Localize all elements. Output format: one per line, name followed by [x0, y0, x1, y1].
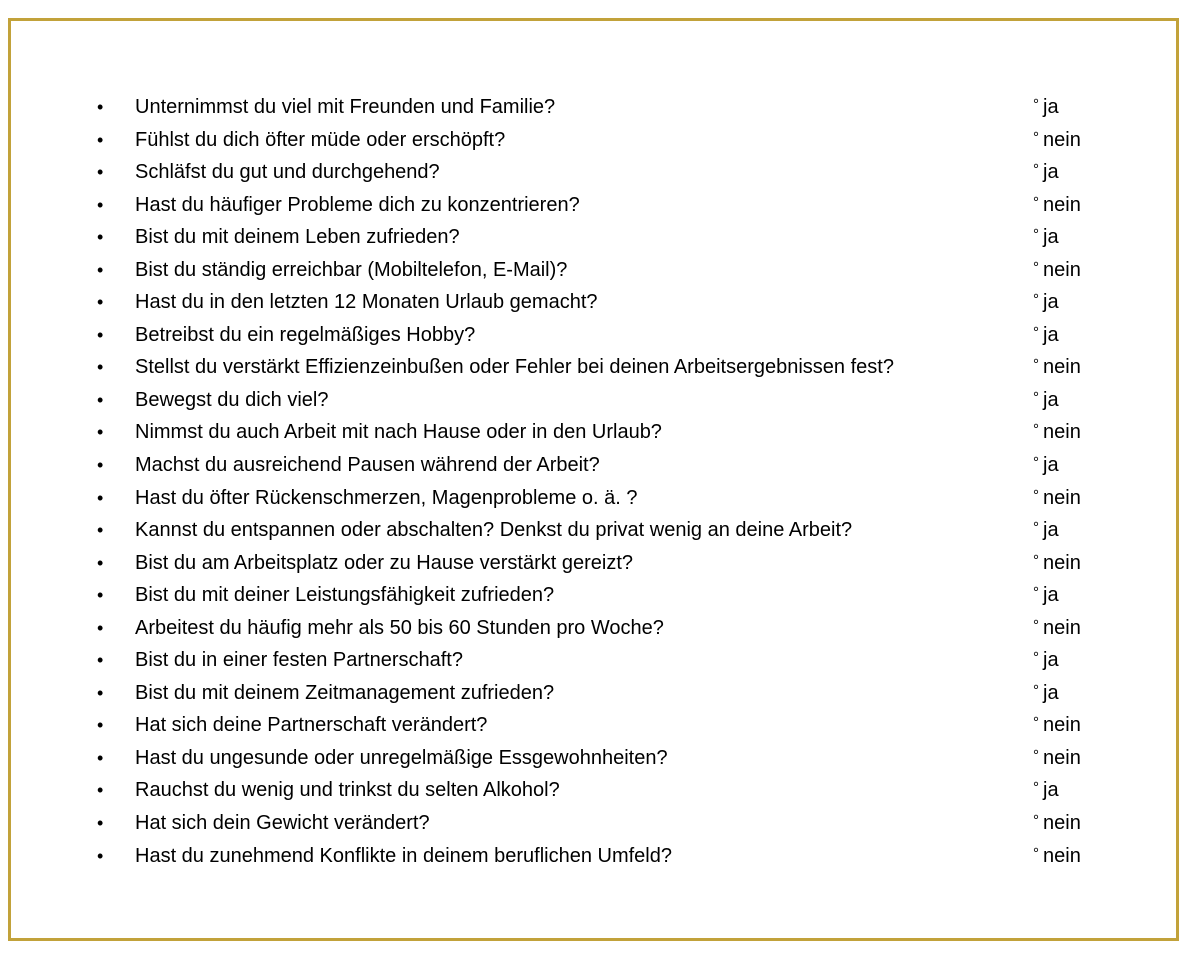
- answer-label: nein: [1043, 551, 1081, 574]
- bullet-icon: •: [97, 227, 104, 248]
- answer-label: nein: [1043, 193, 1081, 216]
- bullet-icon: •: [97, 682, 104, 703]
- bullet-icon: •: [97, 259, 104, 280]
- question-row: [0, 124, 1191, 157]
- question-text: Unternimmst du viel mit Freunden und Familie?: [135, 96, 556, 118]
- bullet-icon: •: [97, 129, 104, 150]
- question-text: Hast du ungesunde oder unregelmäßige Essgewohnheiten?: [135, 746, 668, 769]
- bullet-icon: •: [97, 389, 104, 410]
- radio-marker-icon: °: [1033, 551, 1039, 569]
- question-text: Hast du zunehmend Konflikte in deinem beruflichen Umfeld?: [135, 844, 672, 867]
- answer-label: nein: [1043, 812, 1081, 835]
- answer-label: ja: [1043, 454, 1059, 477]
- answer-label: ja: [1043, 388, 1059, 411]
- question-text: Bewegst du dich viel?: [135, 388, 329, 411]
- question-row: [0, 612, 1191, 645]
- question-text: Bist du am Arbeitsplatz oder zu Hause verstärkt gereizt?: [135, 551, 634, 574]
- answer-option[interactable]: [1033, 221, 1059, 256]
- answer-label: nein: [1043, 746, 1081, 769]
- answer-option[interactable]: [1033, 514, 1059, 549]
- radio-marker-icon: °: [1033, 616, 1039, 634]
- radio-marker-icon: °: [1033, 421, 1039, 439]
- bullet-icon: •: [97, 813, 104, 834]
- question-text: Hast du öfter Rückenschmerzen, Magenprobleme o. ä. ?: [135, 486, 638, 509]
- question-text: Rauchst du wenig und trinkst du selten Alkohol?: [135, 779, 560, 802]
- question-row: [0, 579, 1191, 612]
- answer-label: nein: [1043, 616, 1081, 639]
- question-row: [0, 189, 1191, 222]
- question-row: [0, 384, 1191, 417]
- question-text: Schläfst du gut und durchgehend?: [135, 161, 440, 184]
- radio-marker-icon: °: [1033, 649, 1039, 667]
- bullet-icon: •: [97, 324, 104, 345]
- answer-label: nein: [1043, 356, 1081, 379]
- radio-marker-icon: °: [1033, 454, 1039, 472]
- question-text: Machst du ausreichend Pausen während der Arbeit?: [135, 454, 600, 477]
- radio-marker-icon: °: [1033, 779, 1039, 797]
- question-row: [0, 319, 1191, 352]
- answer-label: nein: [1043, 844, 1081, 867]
- answer-option[interactable]: [1033, 644, 1059, 679]
- answer-label: ja: [1043, 226, 1059, 249]
- bullet-icon: •: [97, 617, 104, 638]
- answer-option[interactable]: [1033, 774, 1059, 809]
- answer-option[interactable]: [1033, 124, 1081, 159]
- radio-marker-icon: °: [1033, 519, 1039, 537]
- radio-marker-icon: °: [1033, 584, 1039, 602]
- question-text: Kannst du entspannen oder abschalten? Denkst du privat wenig an deine Arbeit?: [135, 519, 853, 542]
- bullet-icon: •: [97, 194, 104, 215]
- answer-label: nein: [1043, 714, 1081, 737]
- bullet-icon: •: [97, 715, 104, 736]
- radio-marker-icon: °: [1033, 812, 1039, 830]
- question-text: Bist du mit deiner Leistungsfähigkeit zufrieden?: [135, 584, 555, 607]
- question-row: [0, 286, 1191, 319]
- question-row: [0, 514, 1191, 547]
- question-row: [0, 774, 1191, 807]
- radio-marker-icon: °: [1033, 161, 1039, 179]
- radio-marker-icon: °: [1033, 323, 1039, 341]
- answer-label: ja: [1043, 681, 1059, 704]
- question-text: Hast du häufiger Probleme dich zu konzentrieren?: [135, 193, 580, 216]
- answer-label: nein: [1043, 128, 1081, 151]
- answer-label: ja: [1043, 291, 1059, 314]
- answer-label: nein: [1043, 421, 1081, 444]
- radio-marker-icon: °: [1033, 193, 1039, 211]
- answer-option[interactable]: [1033, 254, 1081, 289]
- answer-option[interactable]: [1033, 709, 1081, 744]
- question-text: Hast du in den letzten 12 Monaten Urlaub gemacht?: [135, 291, 598, 314]
- radio-marker-icon: °: [1033, 258, 1039, 276]
- answer-label: nein: [1043, 258, 1081, 281]
- radio-marker-icon: °: [1033, 388, 1039, 406]
- question-row: [0, 677, 1191, 710]
- answer-label: ja: [1043, 96, 1059, 118]
- radio-marker-icon: °: [1033, 714, 1039, 732]
- answer-label: ja: [1043, 649, 1059, 672]
- answer-option[interactable]: [1033, 156, 1059, 191]
- question-row: [0, 351, 1191, 384]
- question-text: Bist du mit deinem Zeitmanagement zufrieden?: [135, 681, 555, 704]
- question-text: Fühlst du dich öfter müde oder erschöpft?: [135, 128, 506, 151]
- bullet-icon: •: [97, 487, 104, 508]
- question-row: [0, 482, 1191, 515]
- question-row: [0, 221, 1191, 254]
- radio-marker-icon: °: [1033, 681, 1039, 699]
- answer-option[interactable]: [1033, 482, 1081, 517]
- radio-marker-icon: °: [1033, 291, 1039, 309]
- question-row: [0, 254, 1191, 287]
- bullet-icon: •: [97, 650, 104, 671]
- bullet-icon: •: [97, 845, 104, 866]
- question-row: [0, 807, 1191, 840]
- answer-option[interactable]: [1033, 612, 1081, 647]
- answer-label: nein: [1043, 486, 1081, 509]
- answer-option[interactable]: [1033, 91, 1059, 126]
- question-text: Stellst du verstärkt Effizienzeinbußen oder Fehler bei deinen Arbeitsergebnissen fest?: [135, 356, 894, 379]
- radio-marker-icon: °: [1033, 486, 1039, 504]
- answer-option[interactable]: [1033, 579, 1059, 614]
- bullet-icon: •: [97, 585, 104, 606]
- question-row: [0, 742, 1191, 775]
- answer-option[interactable]: [1033, 742, 1081, 777]
- question-row: [0, 416, 1191, 449]
- question-row: [0, 91, 1191, 124]
- bullet-icon: •: [97, 455, 104, 476]
- question-row: [0, 547, 1191, 580]
- question-row: [0, 644, 1191, 677]
- answer-option[interactable]: [1033, 319, 1059, 354]
- question-text: Nimmst du auch Arbeit mit nach Hause oder in den Urlaub?: [135, 421, 662, 444]
- question-row: [0, 709, 1191, 742]
- question-text: Betreibst du ein regelmäßiges Hobby?: [135, 323, 476, 346]
- answer-option[interactable]: [1033, 807, 1081, 842]
- answer-option[interactable]: [1033, 416, 1081, 451]
- answer-option[interactable]: [1033, 449, 1059, 484]
- radio-marker-icon: °: [1033, 96, 1039, 113]
- question-text: Bist du in einer festen Partnerschaft?: [135, 649, 463, 672]
- answer-label: ja: [1043, 323, 1059, 346]
- bullet-icon: •: [97, 162, 104, 183]
- answer-option[interactable]: [1033, 384, 1059, 419]
- bullet-icon: •: [97, 357, 104, 378]
- question-text: Arbeitest du häufig mehr als 50 bis 60 Stunden pro Woche?: [135, 616, 664, 639]
- answer-option[interactable]: [1033, 840, 1081, 875]
- radio-marker-icon: °: [1033, 844, 1039, 862]
- answer-option[interactable]: [1033, 286, 1059, 321]
- bullet-icon: •: [97, 747, 104, 768]
- question-text: Bist du mit deinem Leben zufrieden?: [135, 226, 460, 249]
- question-row: [0, 840, 1191, 873]
- question-row: [0, 449, 1191, 482]
- bullet-icon: •: [97, 520, 104, 541]
- question-list: [0, 91, 1191, 872]
- radio-marker-icon: °: [1033, 746, 1039, 764]
- answer-label: ja: [1043, 584, 1059, 607]
- radio-marker-icon: °: [1033, 226, 1039, 244]
- answer-option[interactable]: [1033, 189, 1081, 224]
- question-text: Bist du ständig erreichbar (Mobiltelefon, E-Mail)?: [135, 258, 568, 281]
- answer-label: ja: [1043, 161, 1059, 184]
- question-text: Hat sich dein Gewicht verändert?: [135, 812, 430, 835]
- bullet-icon: •: [97, 422, 104, 443]
- bullet-icon: •: [97, 552, 104, 573]
- bullet-icon: •: [97, 97, 104, 117]
- answer-label: ja: [1043, 779, 1059, 802]
- bullet-icon: •: [97, 292, 104, 313]
- question-row: [0, 156, 1191, 189]
- answer-option[interactable]: [1033, 677, 1059, 712]
- answer-option[interactable]: [1033, 547, 1081, 582]
- radio-marker-icon: °: [1033, 128, 1039, 146]
- bullet-icon: •: [97, 780, 104, 801]
- question-text: Hat sich deine Partnerschaft verändert?: [135, 714, 488, 737]
- answer-label: ja: [1043, 519, 1059, 542]
- answer-option[interactable]: [1033, 351, 1081, 386]
- radio-marker-icon: °: [1033, 356, 1039, 374]
